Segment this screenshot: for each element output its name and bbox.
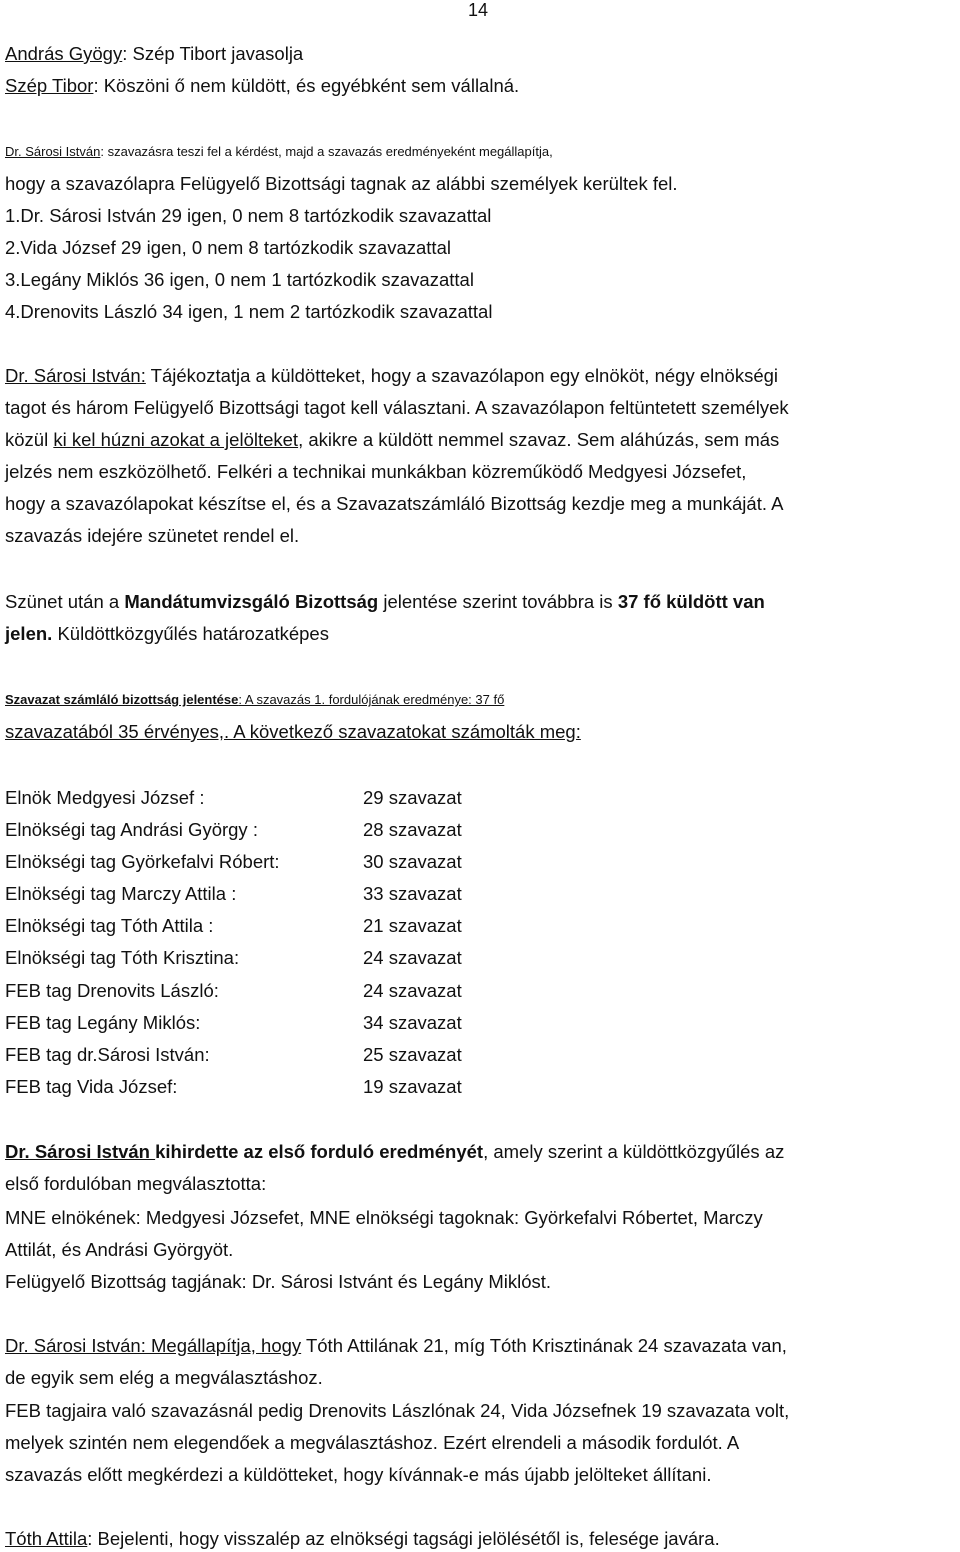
text-line — [5, 364, 778, 388]
vote-count: 24 szavazat — [363, 980, 462, 1001]
text-line: szavazás idejére szünetet rendel el. — [5, 525, 300, 546]
text: Szünet után a — [5, 591, 125, 612]
text: Küldöttközgyűlés határozatképes — [52, 623, 329, 644]
vote-count: 30 szavazat — [363, 851, 462, 872]
candidate-name: Elnökségi tag Marczy Attila : — [5, 883, 237, 904]
vote-count: 25 szavazat — [363, 1044, 462, 1065]
bold-text: kihirdette az első forduló eredményét — [155, 1141, 484, 1162]
text-line — [5, 1334, 787, 1358]
text-line: tagot és három Felügyelő Bizottsági tagot kell választani. A szavazólapon feltüntetett személyek — [5, 397, 789, 418]
text-line — [5, 74, 519, 98]
text-line: Felügyelő Bizottság tagjának: Dr. Sárosi Istvánt és Legány Miklóst. — [5, 1271, 552, 1292]
report-heading: Szavazat számláló bizottság jelentése — [5, 692, 239, 707]
candidate-name: FEB tag Vida József: — [5, 1076, 178, 1097]
vote-count: 19 szavazat — [363, 1076, 462, 1097]
speaker-name: Tóth Attila — [5, 1528, 88, 1549]
text: jelentése szerint továbbra is — [378, 591, 618, 612]
speaker-name: Dr. Sárosi István: — [5, 1335, 151, 1356]
vote-count: 33 szavazat — [363, 883, 462, 904]
text-line — [5, 720, 581, 744]
text-line — [5, 688, 957, 712]
text: : Bejelenti, hogy visszalép az elnökségi tagsági jelölésétől is, felesége javára. — [87, 1528, 720, 1549]
candidate-name: FEB tag dr.Sárosi István: — [5, 1044, 210, 1065]
text-line: hogy a szavazólapra Felügyelő Bizottsági tagnak az alábbi személyek kerültek fel. — [5, 173, 678, 194]
text-line — [5, 428, 779, 452]
text: : Köszöni ő nem küldött, és egyébként sem vállalná. — [93, 75, 520, 96]
underlined-text: szavazatából 35 érvényes,. A következő szavazatokat számolták meg: — [5, 721, 581, 742]
bold-text: 37 fő küldött van — [617, 591, 765, 612]
text-line: jelzés nem eszközölhető. Felkéri a technikai munkákban közreműködő Medgyesi Józsefet, — [5, 461, 747, 482]
underlined-text: ki kel húzni azokat a jelölteket — [53, 429, 299, 450]
text-line: melyek szintén nem elegendőek a megválasztáshoz. Ezért elrendeli a második fordulót. A — [5, 1432, 740, 1453]
text-line — [5, 622, 329, 646]
text-line — [5, 140, 957, 164]
candidate-name: FEB tag Legány Miklós: — [5, 1012, 201, 1033]
speaker-name: Szép Tibor — [5, 75, 94, 96]
speaker-name: Dr. Sárosi István — [5, 144, 101, 159]
list-item: 3.Legány Miklós 36 igen, 0 nem 1 tartózkodik szavazattal — [5, 269, 474, 290]
text-line: Attilát, és Andrási Györgyöt. — [5, 1239, 234, 1260]
speaker-name: Dr. Sárosi István — [5, 1141, 156, 1162]
text: : Szép Tibort javasolja — [122, 43, 304, 64]
text-line: de egyik sem elég a megválasztáshoz. — [5, 1367, 323, 1388]
text-line — [5, 590, 765, 614]
list-item: 4.Drenovits László 34 igen, 1 nem 2 tartózkodik szavazattal — [5, 301, 493, 322]
list-item: 1.Dr. Sárosi István 29 igen, 0 nem 8 tartózkodik szavazattal — [5, 205, 492, 226]
candidate-name: Elnök Medgyesi József : — [5, 787, 205, 808]
bold-text: Mandátumvizsgáló Bizottság — [124, 591, 379, 612]
text-line: hogy a szavazólapokat készítse el, és a Szavazatszámláló Bizottság kezdje meg a munkáját. A — [5, 493, 784, 514]
text: Tóth Attilának 21, míg Tóth Krisztinának 24 szavazata van, — [301, 1335, 787, 1356]
candidate-name: Elnökségi tag Györkefalvi Róbert: — [5, 851, 280, 872]
text: Tájékoztatja a küldötteket, hogy a szavazólapon egy elnököt, négy elnökségi — [145, 365, 779, 386]
vote-count: 24 szavazat — [363, 947, 462, 968]
underlined-text: Megállapítja, hogy — [151, 1335, 302, 1356]
candidate-name: Elnökségi tag Tóth Krisztina: — [5, 947, 240, 968]
text-line: szavazás előtt megkérdezi a küldötteket, hogy kívánnak-e más újabb jelölteket állítani. — [5, 1464, 712, 1485]
text: , amely szerint a küldöttközgyűlés az — [483, 1141, 785, 1162]
text: közül — [5, 429, 54, 450]
text: : A szavazás 1. fordulójának eredménye: 37 fő — [238, 692, 505, 707]
candidate-name: Elnökségi tag Andrási György : — [5, 819, 258, 840]
vote-count: 21 szavazat — [363, 915, 462, 936]
list-item: 2.Vida József 29 igen, 0 nem 8 tartózkodik szavazattal — [5, 237, 451, 258]
candidate-name: Elnökségi tag Tóth Attila : — [5, 915, 214, 936]
bold-text: jelen. — [5, 623, 53, 644]
text-line — [5, 42, 303, 66]
vote-count: 34 szavazat — [363, 1012, 462, 1033]
text-line — [5, 1527, 720, 1551]
text: : szavazásra teszi fel a kérdést, majd a szavazás eredményeként megállapítja, — [100, 144, 553, 159]
speaker-name: András Gyögy — [5, 43, 123, 64]
text-line — [5, 1140, 784, 1164]
vote-count: 29 szavazat — [363, 787, 462, 808]
text-line: első fordulóban megválasztotta: — [5, 1173, 267, 1194]
page-number: 14 — [468, 0, 489, 20]
vote-count: 28 szavazat — [363, 819, 462, 840]
speaker-name: Dr. Sárosi István: — [5, 365, 146, 386]
text: , akikre a küldött nemmel szavaz. Sem aláhúzás, sem más — [298, 429, 780, 450]
candidate-name: FEB tag Drenovits László: — [5, 980, 219, 1001]
text-line: MNE elnökének: Medgyesi Józsefet, MNE elnökségi tagoknak: Györkefalvi Róbertet, Marczy — [5, 1207, 763, 1228]
text-line: FEB tagjaira való szavazásnál pedig Drenovits Lászlónak 24, Vida Józsefnek 19 szavazata volt, — [5, 1400, 790, 1421]
